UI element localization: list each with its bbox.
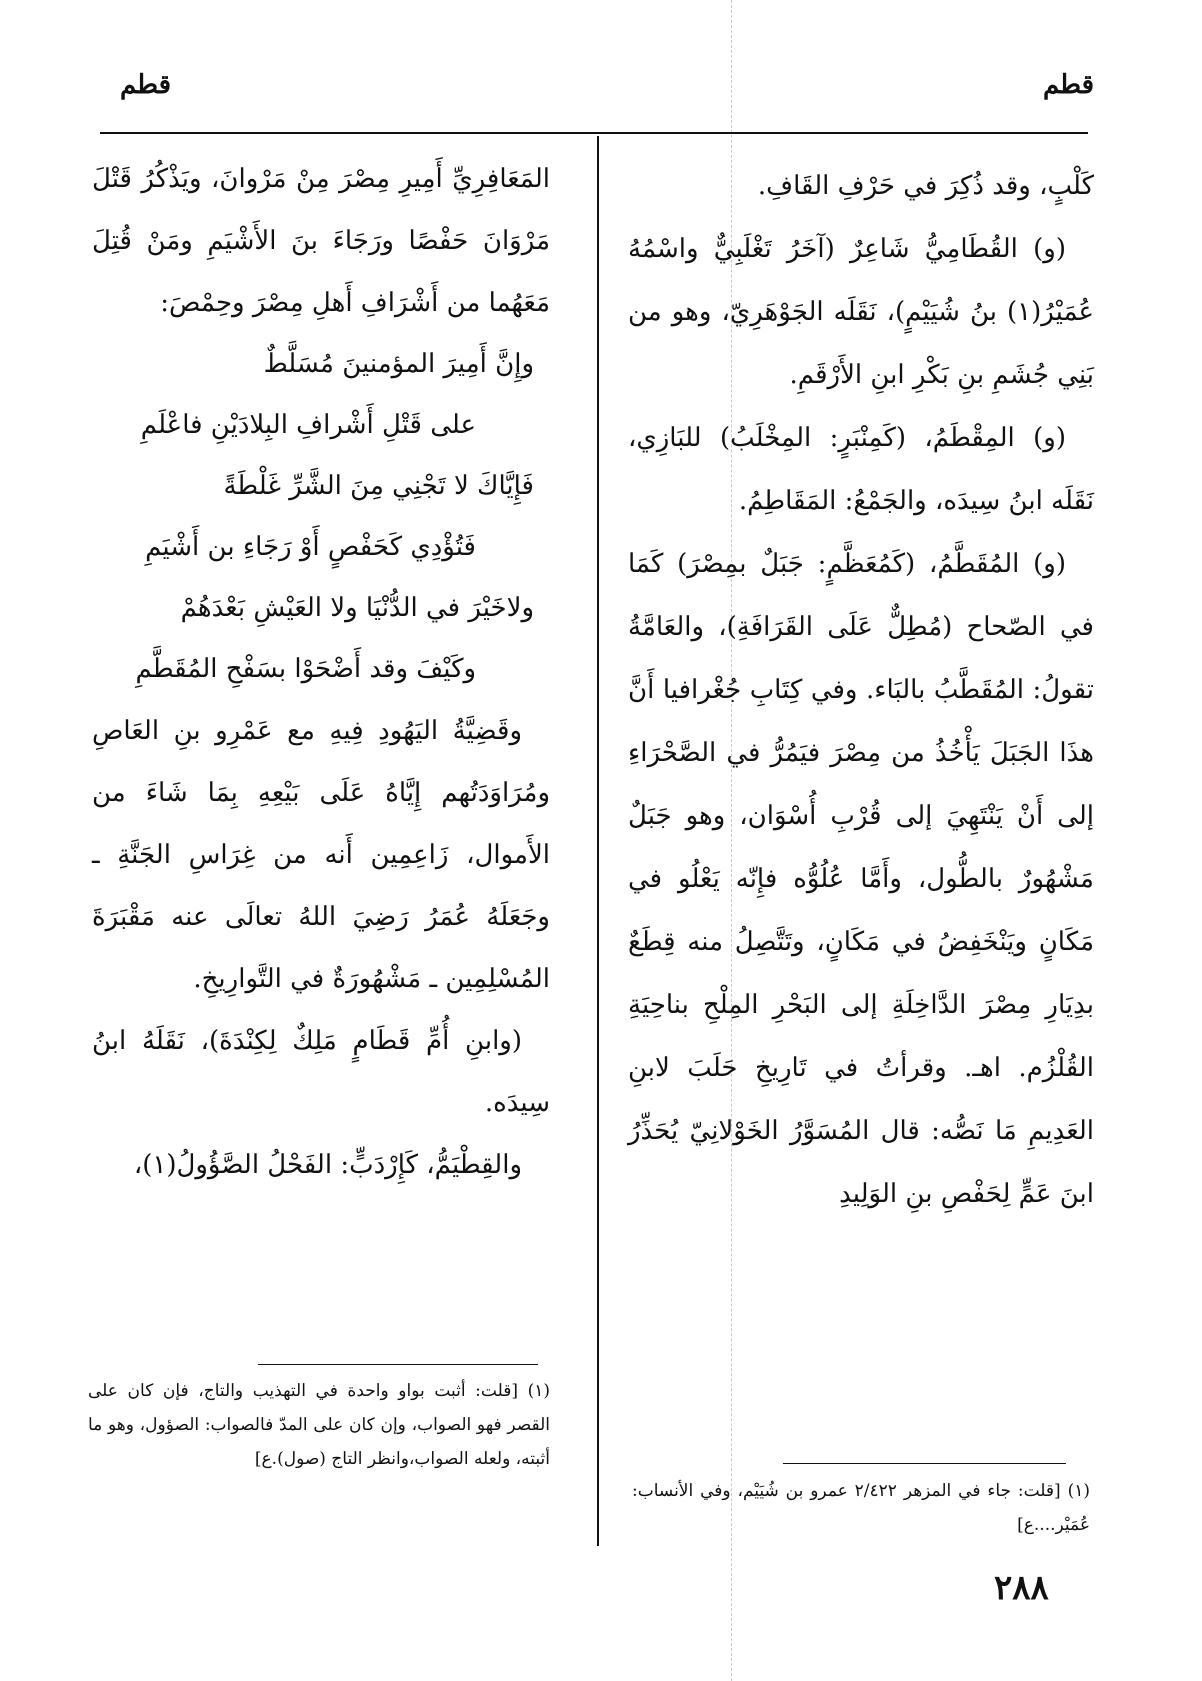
verse-hemistich: وإِنَّ أَمِيرَ المؤمنينَ مُسَلَّطٌ [263, 349, 534, 379]
page-number: ٢٨٨ [994, 1568, 1049, 1608]
paragraph: (و) المُقَطَّمُ، (كَمُعَظَّمٍ: جَبَلٌ بمِصْرَ) كَمَا في الصّحاح (مُطِلٌّ عَلَى القَرَافَةِ)، والعَامَّةُ تقولُ: المُقَطَّبُ بالبَاء. وفي كِتَابِ جُغْرافيا أَنَّ هذَا الجَبَلَ يَأْخُذُ من مِصْرَ فيَمُرُّ في الصَّحْرَاءِ إلى أَنْ يَنْتَهِيَ إلى قُرْبِ أُسْوَان، وهو جَبَلٌ مَشْهُورٌ بالطُّول، وأَمَّا عُلُوُّه فإِنّه يَعْلُو في مَكَانٍ ويَنْخَفِضُ في مَكَانٍ، وتَتَّصِلُ منه قِطَعٌ بدِيَارِ مِصْرَ الدَّاخِلَةِ إلى البَحْرِ المِلْحِ بناحِيَةِ القُلْزُم. اهـ. وقرأتُ في تَارِيخِ حَلَبَ لابنِ العَدِيمِ مَا نَصُّه: قال المُسَوَّرُ الخَوْلانِيّ يُحَذِّرُ ابنَ عَمٍّ لِحَفْصِ بنِ الوَلِيدِ [628, 549, 1094, 1209]
paragraph: المَعَافِرِيِّ أَمِيرِ مِصْرَ مِنْ مَرْوانَ، ويَذْكُرُ قَتْلَ مَرْوَانَ حَفْصًا ورَجَاءَ بنَ الأَشْيَمِ ومَنْ قُتِلَ مَعَهُما من أَشْرَافِ أَهلِ مِصْرَ وحِمْصَ: [92, 164, 550, 318]
paragraph: والقِطْيَمُّ، كَإِرْدَبٍّ: الفَحْلُ الصَّؤُولُ(١)، [133, 1150, 522, 1180]
running-head-right: قطم [1042, 70, 1094, 100]
left-column [92, 148, 550, 1196]
verse-hemistich: على قَتْلِ أَشْرافِ البِلادَيْنِ فاعْلَمِ [140, 410, 476, 440]
verse-hemistich: وكَيْفَ وقد أَضْحَوْا بسَفْحِ المُقَطَّمِ [135, 654, 476, 684]
header-rule [100, 132, 1088, 134]
column-divider [597, 136, 599, 1546]
verse-hemistich: فَإِيَّاكَ لا تَجْنِي مِنَ الشَّرِّ غَلْطَةً [223, 471, 534, 501]
footnote-left: (١) [قلت: أثبت بواو واحدة في التهذيب والتاج، فإن كان على القصر فهو الصواب، وإن كان على المدّ فالصواب: الصؤول، وهو ما أثبته، ولعله الصواب،وانظر التاج (صول).ع] [88, 1381, 550, 1469]
paragraph: وقَضِيَّةُ اليَهُودِ فِيهِ مع عَمْرِو بنِ العَاصِ ومُرَاوَدَتُهم إِيَّاهُ عَلَى بَيْعِهِ بِمَا شَاءَ من الأَموال، زَاعِمِين أَنه من غِرَاسِ الجَنَّةِ ـ وجَعَلَهُ عُمَرُ رَضِيَ اللهُ تعالَى عنه مَقْبَرَةَ المُسْلِمِين ـ مَشْهُورَةٌ في التَّوارِيخِ. [92, 716, 550, 994]
paragraph: (وابنِ أُمِّ قَطَامٍ مَلِكٌ لِكِنْدَةَ)، نَقَلَهُ ابنُ سِيدَه. [92, 1026, 550, 1118]
paragraph: كَلْبٍ، وقد ذُكِرَ في حَرْفِ القَافِ. [757, 171, 1094, 201]
paragraph: (و) المِقْطَمُ، (كَمِنْبَرٍ: المِخْلَبُ) للبَازِي، نَقَلَه ابنُ سِيدَه، والجَمْعُ: المَقَاطِمُ. [628, 423, 1094, 516]
footnote-rule-left [258, 1364, 538, 1365]
paragraph: (و) القُطَامِيُّ شَاعِرٌ (آخَرُ تَغْلَبِيٌّ واسْمُهُ عُمَيْرُ(١) بنُ شُيَيْمٍ)، نَقَلَه الجَوْهَرِيّ، وهو من بَنِي جُشَمِ بنِ بَكْرِ ابنِ الأَرْقَمِ. [628, 234, 1094, 390]
right-column [628, 155, 1094, 1226]
running-head-left: قطم [120, 70, 172, 100]
footnote-rule-right [783, 1463, 1066, 1464]
verse-hemistich: ولاخَيْرَ في الدُّنْيَا ولا العَيْشِ بَعْدَهُمْ [180, 593, 534, 623]
verse-hemistich: فَتُؤْدِي كَحَفْصٍ أَوْ رَجَاءِ بن أَشْيَمِ [145, 532, 476, 562]
footnote-right: (١) [قلت: جاء في المزهر ٢/٤٢٢ عمرو بن شُيَيْم، وفي الأنساب: عُمَيْر....ع] [632, 1481, 1090, 1535]
